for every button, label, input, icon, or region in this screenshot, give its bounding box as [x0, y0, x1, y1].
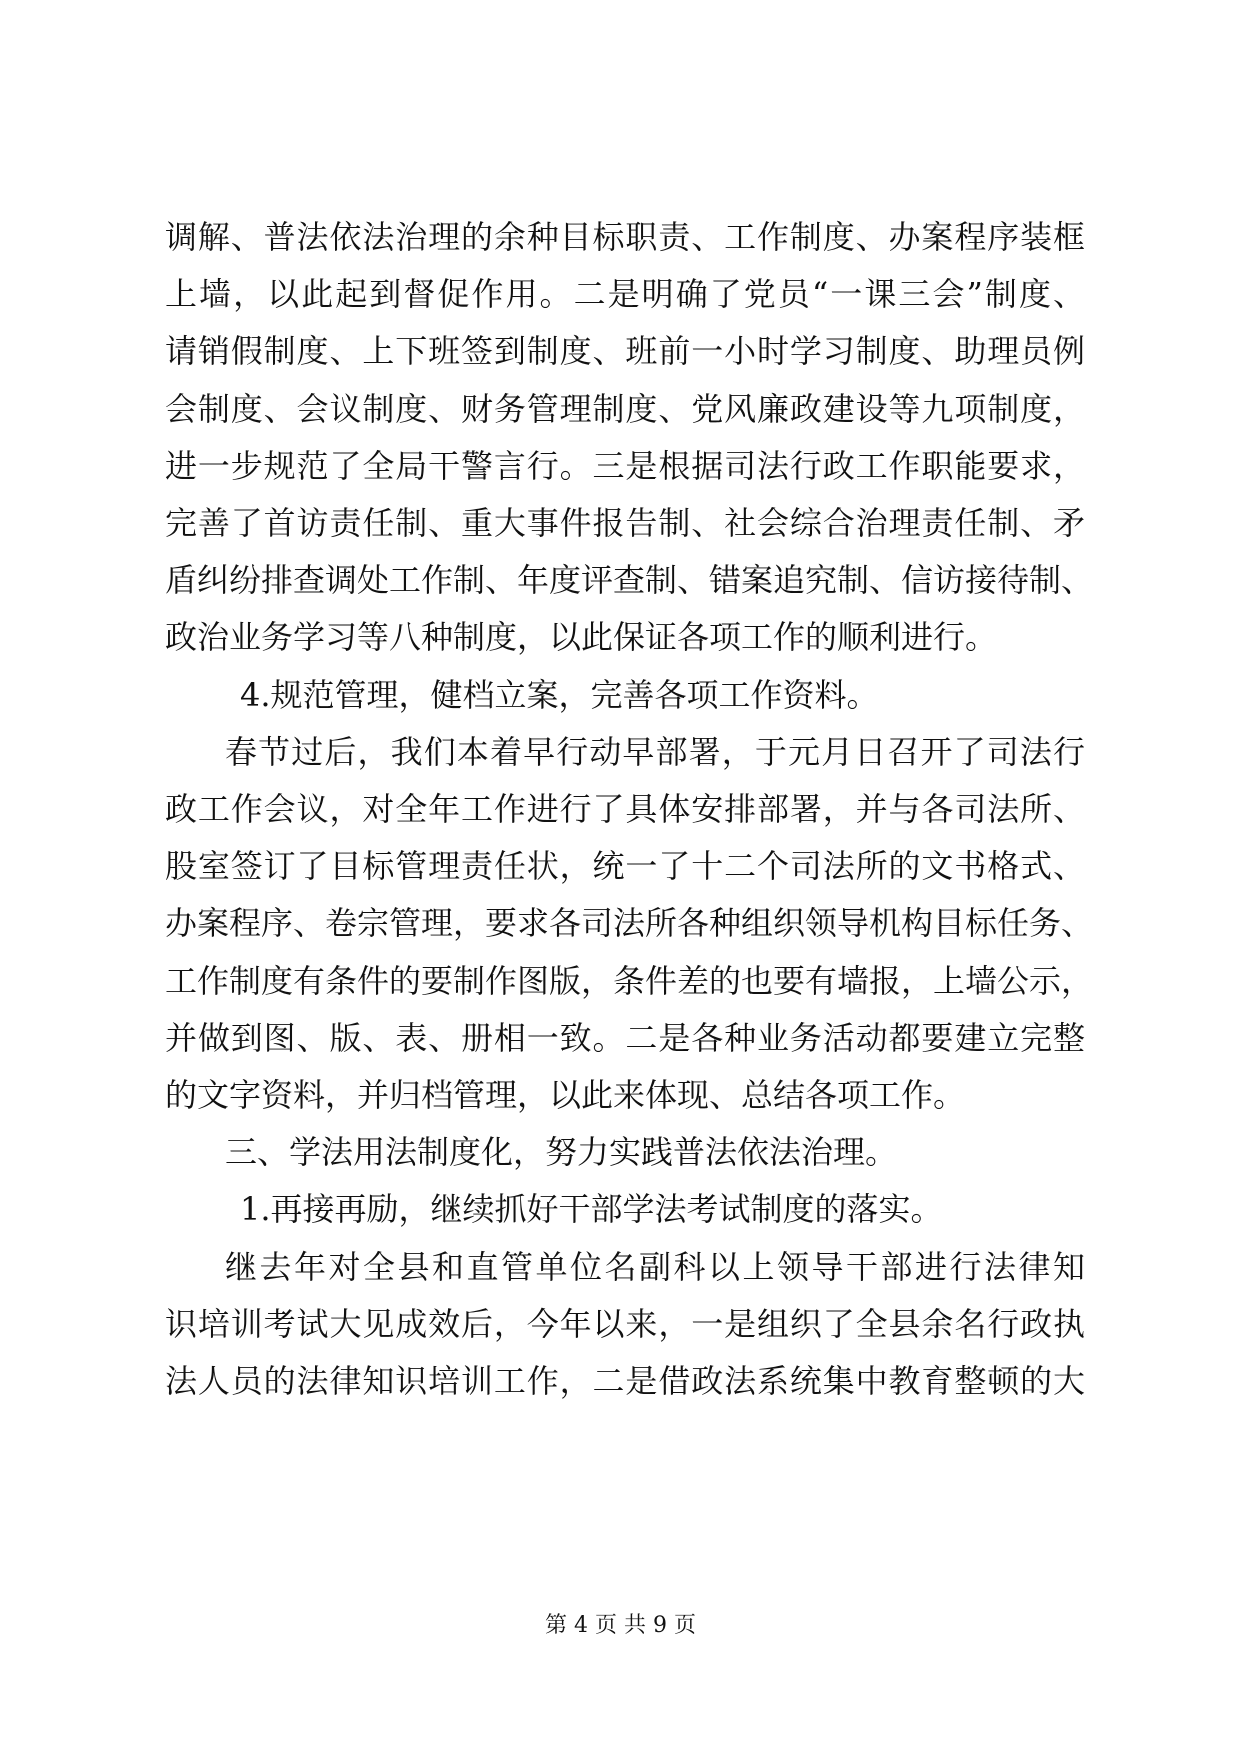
body-line-4: 会制度、会议制度、财务管理制度、党风廉政建设等九项制度，: [165, 390, 1085, 428]
body-line-7: 盾纠纷排查调处工作制、年度评查制、错案追究制、信访接待制、: [165, 561, 1094, 599]
body-line-13: 办案程序、卷宗管理，要求各司法所各种组织领导机构目标任务、: [165, 904, 1094, 942]
body-line-16: 的文字资料，并归档管理，以此来体现、总结各项工作。: [165, 1076, 966, 1114]
body-line-15: 并做到图、版、表、册相一致。二是各种业务活动都要建立完整: [165, 1019, 1085, 1057]
section-heading-1: 1.再接再励，继续抓好干部学法考试制度的落实。: [240, 1190, 943, 1228]
body-line-1: 调解、普法依法治理的余种目标职责、工作制度、办案程序装框: [165, 218, 1085, 256]
section-heading-4: 4.规范管理，健档立案，完善各项工作资料。: [240, 676, 879, 714]
body-line-14: 工作制度有条件的要制作图版，条件差的也要有墙报，上墙公示，: [165, 962, 1094, 1000]
body-line-5: 进一步规范了全局干警言行。三是根据司法行政工作职能要求，: [165, 447, 1085, 485]
body-line-6: 完善了首访责任制、重大事件报告制、社会综合治理责任制、矛: [165, 504, 1085, 542]
page-number-footer: 第 4 页 共 9 页: [545, 1613, 696, 1638]
body-line-12: 股室签订了目标管理责任状，统一了十二个司法所的文书格式、: [165, 847, 1085, 885]
body-line-8: 政治业务学习等八种制度，以此保证各项工作的顺利进行。: [165, 618, 998, 656]
body-line-2: 上墙，以此起到督促作用。二是明确了党员“一课三会”制度、: [165, 275, 1085, 313]
body-line-20: 识培训考试大见成效后，今年以来，一是组织了全县余名行政执: [165, 1305, 1085, 1343]
body-line-21: 法人员的法律知识培训工作，二是借政法系统集中教育整顿的大: [165, 1362, 1085, 1400]
section-heading-3: 三、学法用法制度化，努力实践普法依法治理。: [225, 1133, 898, 1171]
body-line-11: 政工作会议，对全年工作进行了具体安排部署，并与各司法所、: [165, 790, 1085, 828]
body-line-3: 请销假制度、上下班签到制度、班前一小时学习制度、助理员例: [165, 332, 1085, 370]
body-line-19: 继去年对全县和直管单位名副科以上领导干部进行法律知: [225, 1248, 1085, 1286]
body-line-10: 春节过后，我们本着早行动早部署，于元月日召开了司法行: [225, 733, 1085, 771]
